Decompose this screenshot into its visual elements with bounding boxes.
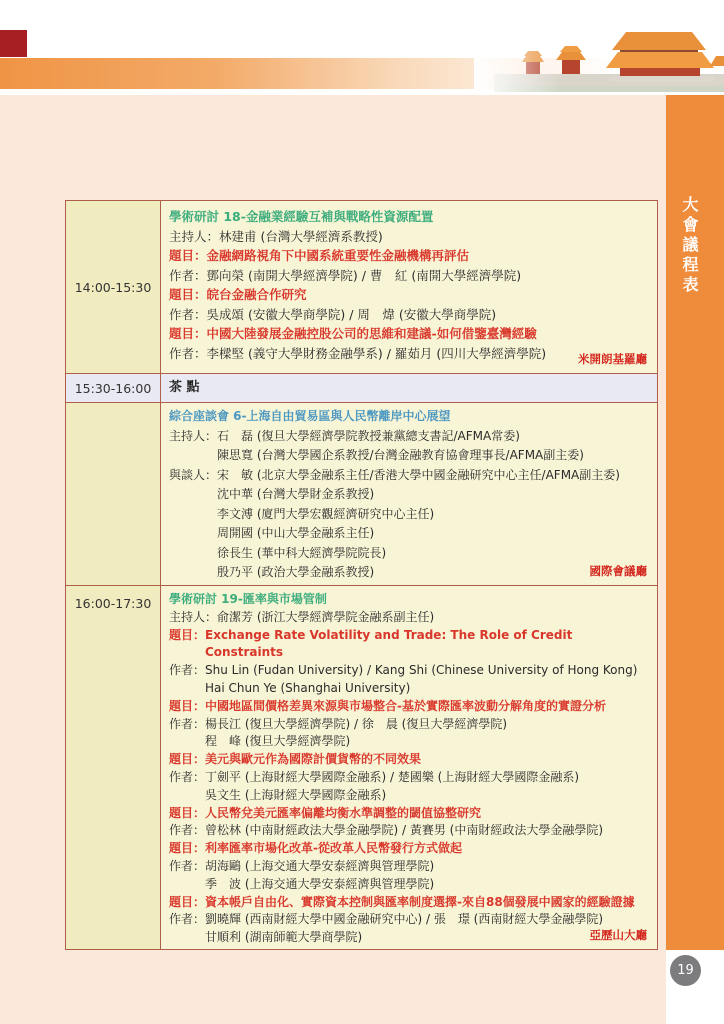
agenda-line: 作者：Shu Lin (Fudan University) / Kang Shi (Chinese University of Hong Kong) — [169, 663, 638, 678]
time-cell — [66, 403, 161, 585]
agenda-line: 沈中華 (台灣大學財金系教授) — [217, 487, 375, 501]
topic-line: 題目：Exchange Rate Volatility and Trade: The Role of Credit Constraints — [169, 627, 573, 660]
topic-line: 題目：金融網路視角下中國系統重要性金融機構再評估 — [169, 248, 470, 263]
sidebar-title: 大會議程表 — [680, 196, 699, 296]
agenda-line: 作者：吳成頌 (安徽大學商學院) / 周 煒 (安徽大學商學院) — [169, 306, 497, 322]
time-cell: 16:00-17:30 — [66, 586, 161, 949]
agenda-line: 主持人：俞潔芳 (浙江大學經濟學院金融系副主任) — [169, 609, 435, 624]
venue-label: 米開朗基羅廳 — [578, 351, 647, 366]
topic-line: 題目：利率匯率市場化改革-從改革人民幣發行方式做起 — [169, 841, 462, 856]
agenda-line: 作者：劉曉輝 (西南財經大學中國金融研究中心) / 張 璟 (西南財經大學金融學院) — [169, 912, 604, 927]
topic-line: 題目：資本帳戶自由化、實際資本控制與匯率制度選擇-來自88個發展中國家的經驗證據 — [169, 894, 635, 909]
agenda-line: 吳文生 (上海財經大學國際金融系) — [205, 787, 387, 802]
agenda-line: 李文溥 (廈門大學宏觀經濟研究中心主任) — [217, 506, 435, 521]
topic-line: 題目：中國地區間價格差異來源與市場整合-基於實際匯率波動分解角度的實證分析 — [169, 698, 606, 713]
topic-line: 題目：美元與歐元作為國際計價貨幣的不同效果 — [169, 752, 422, 767]
session-title: 綜合座談會 6-上海自由貿易區與人民幣離岸中心展望 — [169, 409, 451, 423]
agenda-line: 作者：李樑堅 (義守大學財務金融學系) / 羅茹月 (四川大學經濟學院) — [169, 345, 547, 361]
topic-line: 題目：人民幣兌美元匯率偏離均衡水準調整的閾值協整研究 — [169, 805, 482, 820]
agenda-line: 殷乃平 (政治大學金融系教授) — [217, 565, 375, 579]
table-row — [66, 373, 657, 402]
agenda-line: 主持人：林建甫 (台灣大學經濟系教授) — [169, 228, 383, 244]
top-banner — [0, 0, 724, 95]
agenda-line: 與談人：宋 敏 (北京大學金融系主任/香港大學中國金融研究中心主任/AFMA副主委) — [169, 467, 620, 482]
agenda-line: 季 波 (上海交通大學安泰經濟與管理學院) — [205, 876, 435, 891]
session-cell — [161, 201, 657, 373]
agenda-line: 作者：楊長江 (復旦大學經濟學院) / 徐 晨 (復旦大學經濟學院) — [169, 716, 508, 731]
time-cell: 14:00-15:30 — [66, 201, 161, 373]
table-row — [66, 585, 657, 949]
session-title: 學術研討 19-匯率與市場管制 — [169, 592, 327, 606]
agenda-line: 主持人：石 磊 (復旦大學經濟學院教授兼黨總支書記/AFMA常委) — [169, 428, 520, 443]
page-number-badge: 19 — [670, 955, 701, 986]
palace-photo — [474, 22, 724, 96]
topic-line: 題目：中國大陸發展金融控股公司的思維和建議-如何借鑒臺灣經驗 — [169, 326, 537, 341]
session-cell — [161, 586, 657, 949]
red-square-decoration — [0, 30, 27, 57]
time-cell: 15:30-16:00 — [66, 374, 161, 402]
agenda-line: 程 峰 (復旦大學經濟學院) — [205, 734, 351, 749]
agenda-line: 周開國 (中山大學金融系主任) — [217, 526, 375, 540]
table-row — [66, 201, 657, 373]
tea-break-cell: 茶 點 — [169, 380, 200, 395]
session-cell — [161, 403, 657, 585]
venue-label: 國際會議廳 — [589, 563, 647, 578]
agenda-line: 作者：胡海鷗 (上海交通大學安泰經濟與管理學院) — [169, 858, 435, 873]
agenda-line: 陳思寬 (台灣大學國企系教授/台灣金融教育協會理事長/AFMA副主委) — [217, 448, 584, 462]
agenda-line: 作者：鄧向榮 (南開大學經濟學院) / 曹 紅 (南開大學經濟學院) — [169, 267, 522, 283]
topic-line: 題目：皖台金融合作研究 — [169, 287, 307, 302]
agenda-line: Hai Chun Ye (Shanghai University) — [205, 680, 411, 695]
table-row — [66, 402, 657, 585]
agenda-line: 甘順利 (湖南師範大學商學院) — [205, 930, 363, 945]
agenda-line: 作者：曾松林 (中南財經政法大學金融學院) / 黃賽男 (中南財經政法大學金融學院) — [169, 823, 604, 838]
session-title: 學術研討 18-金融業經驗互補與戰略性資源配置 — [169, 209, 434, 224]
agenda-line: 作者：丁劍平 (上海財經大學國際金融系) / 楚國樂 (上海財經大學國際金融系) — [169, 769, 580, 784]
venue-label: 亞歷山大廳 — [589, 928, 647, 943]
agenda-line: 徐長生 (華中科大經濟學院院長) — [217, 545, 387, 560]
agenda-table — [65, 200, 658, 950]
